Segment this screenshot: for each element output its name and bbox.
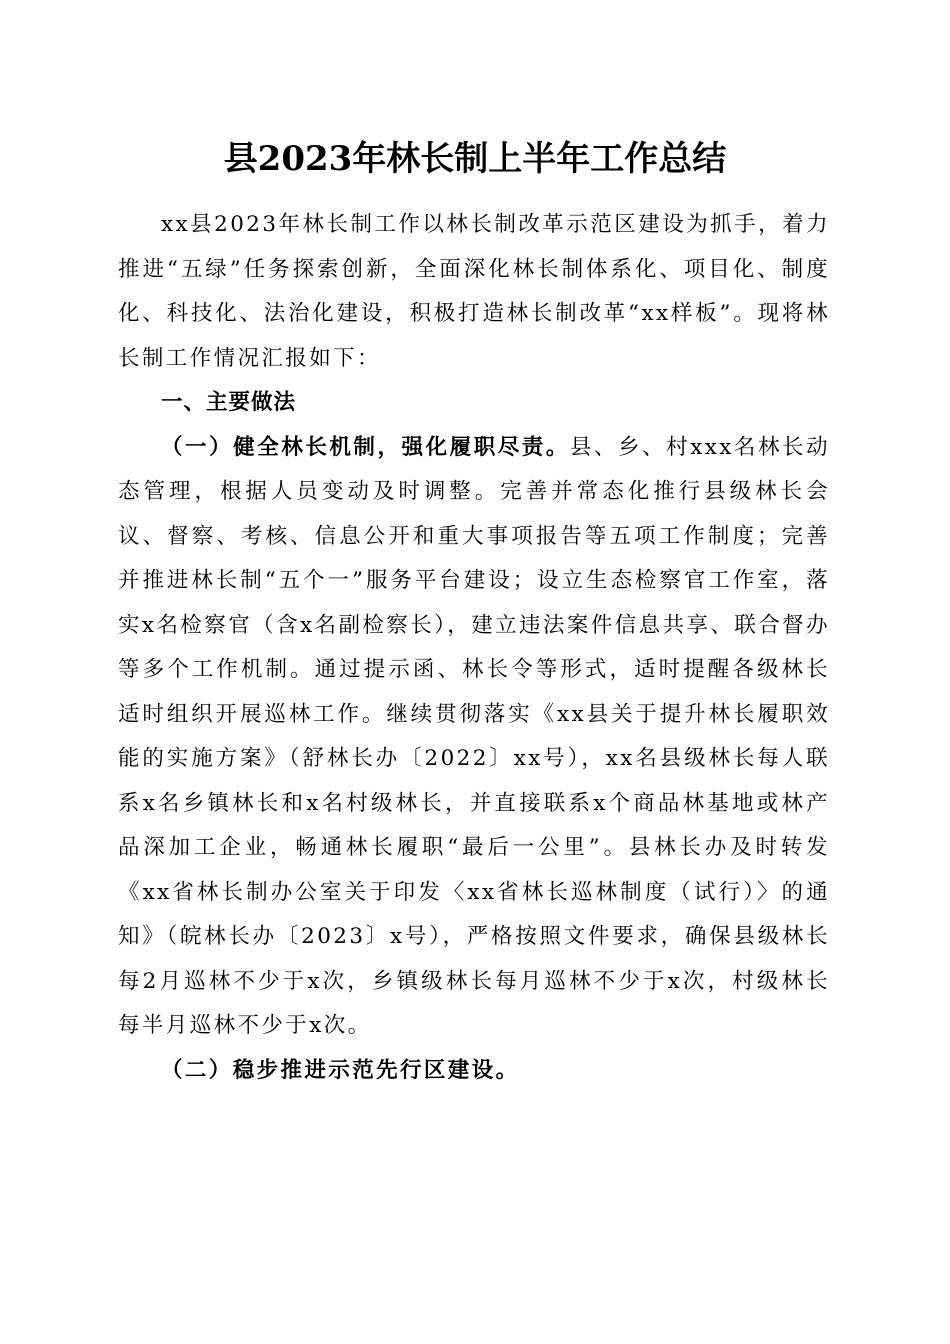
section-heading-main-practices: 一、主要做法 [161, 390, 297, 415]
document-title: 县2023年林长制上半年工作总结 [223, 139, 727, 179]
subsection-heading-2: （二）稳步推进示范先行区建设。 [161, 1057, 520, 1083]
subsection-text-1: 县、乡、村xxx名林长动态管理，根据人员变动及时调整。完善并常态化推行县级林长会议、督察、考核、信息公开和重大事项报告等五项工作制度；完善并推进林长制“五个一”服务平台建设；设立生态检察官工作室，落实x名检察官（含x名副检察长），建立违法案件信息共享、联合督办等多个工作机制。通过提示函、林长令等形式，适时提醒各级林长适时组织开展巡林工作。继续贯彻落实《xx县关于提升林长履职效能的实施方案》（舒林长办〔2022〕xx号），xx名县级林长每人联系x名乡镇林长和x名村级林长，并直接联系x个商品林基地或林产品深加工企业，畅通林长履职“最后一公里”。县林长办及时转发《xx省林长制办公室关于印发〈xx省林长巡林制度（试行）〉的通知》（皖林长办〔2023〕x号），严格按照文件要求，确保县级林长每2月巡林不少于x次，乡镇级林长每月巡林不少于x次，村级林长每半月巡林不少于x次。 [118, 434, 830, 1038]
document-body [118, 203, 830, 1093]
subsection-heading-1: （一）健全林长机制，强化履职尽责。 [161, 434, 570, 460]
intro-paragraph: xx县2023年林长制工作以林长制改革示范区建设为抓手，着力推进“五绿”任务探索创新，全面深化林长制体系化、项目化、制度化、科技化、法治化建设，积极打造林长制改革“xx样板”。现将林长制工作情况汇报如下： [118, 212, 830, 371]
subsection-paragraph-1 [118, 426, 830, 1049]
